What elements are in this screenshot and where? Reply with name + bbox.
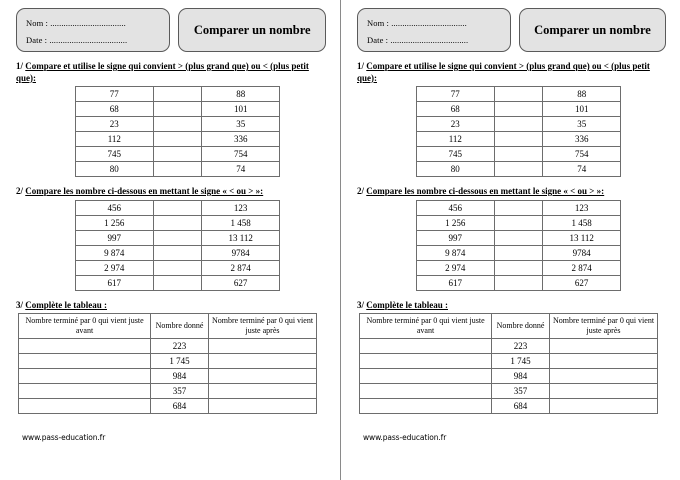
table-row bbox=[360, 339, 658, 354]
sign-answer-cell[interactable] bbox=[494, 260, 543, 275]
sign-answer-cell[interactable] bbox=[494, 200, 543, 215]
exercise-3-heading bbox=[357, 300, 666, 312]
sign-answer-cell[interactable] bbox=[153, 117, 202, 132]
exercise-3-instruction: Complète le tableau : bbox=[366, 299, 448, 310]
column-header-after: Nombre terminé par 0 qui vient juste après bbox=[209, 314, 317, 339]
exercise-1-heading bbox=[16, 61, 326, 84]
right-number: 101 bbox=[202, 102, 280, 117]
table-row bbox=[19, 384, 317, 399]
table-row bbox=[417, 245, 621, 260]
exercise-1-table-body bbox=[417, 87, 621, 177]
header-row bbox=[16, 8, 326, 52]
right-number: 336 bbox=[543, 132, 621, 147]
sign-answer-cell[interactable] bbox=[494, 245, 543, 260]
right-number: 9784 bbox=[543, 245, 621, 260]
worksheet-title: Comparer un nombre bbox=[178, 8, 326, 52]
left-number: 112 bbox=[417, 132, 495, 147]
exercise-1-table bbox=[416, 86, 621, 177]
exercise-2-table-body bbox=[417, 200, 621, 290]
exercise-1-table bbox=[75, 86, 280, 177]
sign-answer-cell[interactable] bbox=[153, 230, 202, 245]
right-number: 101 bbox=[543, 102, 621, 117]
given-number: 1 745 bbox=[151, 354, 209, 369]
answer-cell-before[interactable] bbox=[19, 369, 151, 384]
right-number: 336 bbox=[202, 132, 280, 147]
left-number: 1 256 bbox=[417, 215, 495, 230]
left-number: 80 bbox=[417, 162, 495, 177]
exercise-3-table-head bbox=[19, 314, 317, 339]
date-field-label[interactable]: Date : ................................... bbox=[26, 35, 128, 45]
exercise-2-table bbox=[75, 200, 280, 291]
exercise-3-table-body bbox=[19, 339, 317, 414]
answer-cell-before[interactable] bbox=[19, 339, 151, 354]
exercise-3-number: 3/ bbox=[16, 299, 24, 310]
table-row bbox=[417, 87, 621, 102]
table-header-row bbox=[19, 314, 317, 339]
sign-answer-cell[interactable] bbox=[153, 102, 202, 117]
exercise-3-number: 3/ bbox=[357, 299, 365, 310]
exercise-1-heading bbox=[357, 61, 666, 84]
left-number: 745 bbox=[76, 147, 154, 162]
exercise-2-instruction: Compare les nombre ci-dessous en mettant le signe « < ou > »: bbox=[366, 186, 605, 196]
name-field-label[interactable]: Nom : .................................. bbox=[367, 18, 467, 28]
right-number: 9784 bbox=[202, 245, 280, 260]
sign-answer-cell[interactable] bbox=[153, 260, 202, 275]
exercise-3-table-body bbox=[360, 339, 658, 414]
table-row bbox=[76, 117, 280, 132]
exercise-2-table-body bbox=[76, 200, 280, 290]
table-row bbox=[19, 399, 317, 414]
footer-url[interactable]: www.pass-education.fr bbox=[22, 433, 106, 442]
exercise-2-number: 2/ bbox=[16, 186, 24, 196]
table-header-row bbox=[360, 314, 658, 339]
answer-cell-after[interactable] bbox=[550, 369, 658, 384]
table-row bbox=[417, 200, 621, 215]
table-row bbox=[76, 275, 280, 290]
answer-cell-after[interactable] bbox=[550, 399, 658, 414]
left-number: 23 bbox=[417, 117, 495, 132]
column-header-before: Nombre terminé par 0 qui vient juste avant bbox=[19, 314, 151, 339]
table-row bbox=[417, 275, 621, 290]
answer-cell-after[interactable] bbox=[550, 354, 658, 369]
right-number: 627 bbox=[543, 275, 621, 290]
answer-cell-before[interactable] bbox=[360, 354, 492, 369]
column-header-given: Nombre donné bbox=[492, 314, 550, 339]
left-number: 77 bbox=[76, 87, 154, 102]
left-number: 68 bbox=[76, 102, 154, 117]
exercise-3-table bbox=[359, 313, 658, 414]
right-number: 1 458 bbox=[543, 215, 621, 230]
table-row bbox=[417, 230, 621, 245]
left-number: 456 bbox=[76, 200, 154, 215]
exercise-2-number: 2/ bbox=[357, 186, 365, 196]
exercise-2-instruction: Compare les nombre ci-dessous en mettant le signe « < ou > »: bbox=[25, 186, 264, 196]
worksheet-copy-right bbox=[340, 0, 680, 480]
answer-cell-after[interactable] bbox=[209, 339, 317, 354]
given-number: 357 bbox=[151, 384, 209, 399]
left-number: 23 bbox=[76, 117, 154, 132]
right-number: 74 bbox=[202, 162, 280, 177]
right-number: 35 bbox=[543, 117, 621, 132]
given-number: 223 bbox=[151, 339, 209, 354]
table-row bbox=[417, 117, 621, 132]
table-row bbox=[76, 245, 280, 260]
table-row bbox=[19, 354, 317, 369]
given-number: 984 bbox=[151, 369, 209, 384]
right-number: 2 874 bbox=[543, 260, 621, 275]
sign-answer-cell[interactable] bbox=[153, 275, 202, 290]
left-number: 997 bbox=[76, 230, 154, 245]
sign-answer-cell[interactable] bbox=[153, 132, 202, 147]
right-number: 123 bbox=[543, 200, 621, 215]
left-number: 617 bbox=[76, 275, 154, 290]
table-row bbox=[76, 87, 280, 102]
answer-cell-before[interactable] bbox=[360, 384, 492, 399]
table-row bbox=[76, 215, 280, 230]
left-number: 9 874 bbox=[76, 245, 154, 260]
identity-box bbox=[357, 8, 511, 52]
right-number: 627 bbox=[202, 275, 280, 290]
right-number: 123 bbox=[202, 200, 280, 215]
sign-answer-cell[interactable] bbox=[494, 162, 543, 177]
answer-cell-before[interactable] bbox=[19, 354, 151, 369]
exercise-1-instruction: Compare et utilise le signe qui convient > (plus grand que) ou < (plus petit que): bbox=[357, 61, 650, 83]
sign-answer-cell[interactable] bbox=[153, 87, 202, 102]
left-number: 456 bbox=[417, 200, 495, 215]
right-number: 754 bbox=[543, 147, 621, 162]
table-row bbox=[76, 230, 280, 245]
answer-cell-after[interactable] bbox=[550, 384, 658, 399]
sign-answer-cell[interactable] bbox=[494, 132, 543, 147]
table-row bbox=[76, 147, 280, 162]
table-row bbox=[360, 354, 658, 369]
table-row bbox=[417, 162, 621, 177]
table-row bbox=[76, 260, 280, 275]
left-number: 2 974 bbox=[76, 260, 154, 275]
right-number: 74 bbox=[543, 162, 621, 177]
sign-answer-cell[interactable] bbox=[153, 245, 202, 260]
left-number: 77 bbox=[417, 87, 495, 102]
given-number: 984 bbox=[492, 369, 550, 384]
left-number: 997 bbox=[417, 230, 495, 245]
sign-answer-cell[interactable] bbox=[494, 87, 543, 102]
sign-answer-cell[interactable] bbox=[153, 200, 202, 215]
sign-answer-cell[interactable] bbox=[494, 230, 543, 245]
answer-cell-before[interactable] bbox=[360, 339, 492, 354]
exercise-2-heading bbox=[357, 186, 666, 198]
sign-answer-cell[interactable] bbox=[153, 162, 202, 177]
right-number: 88 bbox=[543, 87, 621, 102]
right-number: 13 112 bbox=[202, 230, 280, 245]
exercise-1-number: 1/ bbox=[357, 61, 365, 71]
right-number: 88 bbox=[202, 87, 280, 102]
answer-cell-before[interactable] bbox=[360, 399, 492, 414]
exercise-1-instruction: Compare et utilise le signe qui convient > (plus grand que) ou < (plus petit que): bbox=[16, 61, 309, 83]
sign-answer-cell[interactable] bbox=[494, 275, 543, 290]
sign-answer-cell[interactable] bbox=[153, 147, 202, 162]
sign-answer-cell[interactable] bbox=[494, 102, 543, 117]
given-number: 1 745 bbox=[492, 354, 550, 369]
sign-answer-cell[interactable] bbox=[494, 215, 543, 230]
right-number: 2 874 bbox=[202, 260, 280, 275]
table-row bbox=[76, 102, 280, 117]
left-number: 745 bbox=[417, 147, 495, 162]
right-number: 1 458 bbox=[202, 215, 280, 230]
given-number: 223 bbox=[492, 339, 550, 354]
answer-cell-after[interactable] bbox=[550, 339, 658, 354]
left-number: 112 bbox=[76, 132, 154, 147]
answer-cell-before[interactable] bbox=[360, 369, 492, 384]
exercise-2-heading bbox=[16, 186, 326, 198]
name-field-label[interactable]: Nom : .................................. bbox=[26, 18, 126, 28]
table-row bbox=[76, 200, 280, 215]
right-number: 13 112 bbox=[543, 230, 621, 245]
left-number: 1 256 bbox=[76, 215, 154, 230]
table-row bbox=[19, 369, 317, 384]
date-field-label[interactable]: Date : ................................... bbox=[367, 35, 469, 45]
table-row bbox=[76, 162, 280, 177]
answer-cell-before[interactable] bbox=[19, 384, 151, 399]
table-row bbox=[417, 215, 621, 230]
column-header-given: Nombre donné bbox=[151, 314, 209, 339]
table-row bbox=[360, 399, 658, 414]
given-number: 357 bbox=[492, 384, 550, 399]
exercise-2-table bbox=[416, 200, 621, 291]
table-row bbox=[417, 102, 621, 117]
answer-cell-before[interactable] bbox=[19, 399, 151, 414]
given-number: 684 bbox=[492, 399, 550, 414]
sign-answer-cell[interactable] bbox=[494, 117, 543, 132]
sign-answer-cell[interactable] bbox=[494, 147, 543, 162]
header-row bbox=[357, 8, 666, 52]
worksheet-title: Comparer un nombre bbox=[519, 8, 666, 52]
footer-url[interactable]: www.pass-education.fr bbox=[363, 433, 447, 442]
column-header-after: Nombre terminé par 0 qui vient juste après bbox=[550, 314, 658, 339]
right-number: 35 bbox=[202, 117, 280, 132]
exercise-3-table bbox=[18, 313, 317, 414]
table-row bbox=[76, 132, 280, 147]
table-row bbox=[19, 339, 317, 354]
table-row bbox=[417, 260, 621, 275]
left-number: 2 974 bbox=[417, 260, 495, 275]
sign-answer-cell[interactable] bbox=[153, 215, 202, 230]
identity-box bbox=[16, 8, 170, 52]
answer-cell-after[interactable] bbox=[209, 369, 317, 384]
exercise-1-table-body bbox=[76, 87, 280, 177]
column-header-before: Nombre terminé par 0 qui vient juste avant bbox=[360, 314, 492, 339]
answer-cell-after[interactable] bbox=[209, 399, 317, 414]
table-row bbox=[417, 147, 621, 162]
table-row bbox=[360, 384, 658, 399]
answer-cell-after[interactable] bbox=[209, 384, 317, 399]
table-row bbox=[360, 369, 658, 384]
exercise-3-instruction: Complète le tableau : bbox=[25, 299, 107, 310]
left-number: 68 bbox=[417, 102, 495, 117]
exercise-3-table-head bbox=[360, 314, 658, 339]
exercise-1-number: 1/ bbox=[16, 61, 24, 71]
table-row bbox=[417, 132, 621, 147]
left-number: 617 bbox=[417, 275, 495, 290]
given-number: 684 bbox=[151, 399, 209, 414]
left-number: 80 bbox=[76, 162, 154, 177]
left-number: 9 874 bbox=[417, 245, 495, 260]
exercise-3-heading bbox=[16, 300, 326, 312]
right-number: 754 bbox=[202, 147, 280, 162]
answer-cell-after[interactable] bbox=[209, 354, 317, 369]
